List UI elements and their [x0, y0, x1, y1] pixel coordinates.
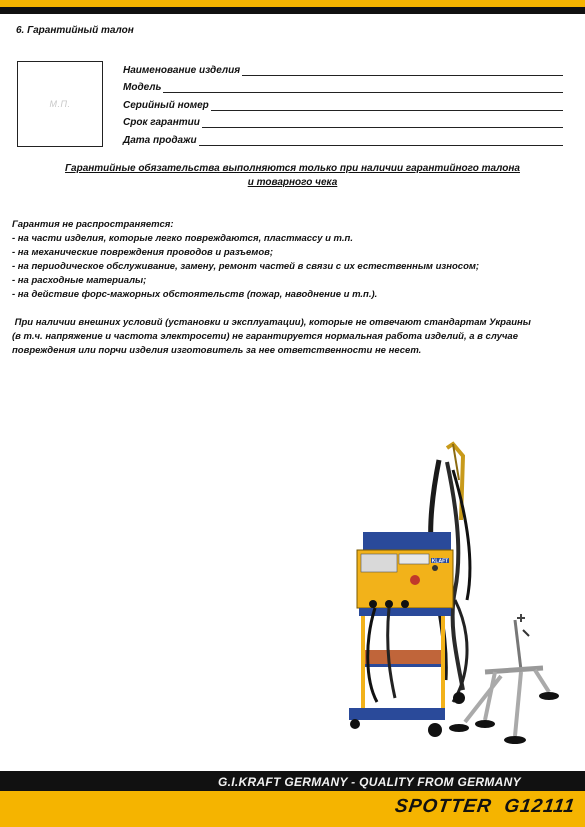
exclusion-item: - на действие форс-мажорных обстоятельств (пожар, наводнение и т.п.).: [12, 289, 378, 300]
section-title: 6. Гарантийный талон: [16, 25, 134, 36]
brand-label: KLAFT: [431, 558, 449, 565]
form-label: Модель: [123, 82, 162, 93]
warranty-term-field[interactable]: [202, 117, 563, 128]
stamp-box: [17, 61, 103, 147]
exclusion-item: - на части изделия, которые легко повреждаются, пластмассу и т.п.: [12, 233, 353, 244]
form-row-warranty-term: [123, 111, 563, 129]
header-yellow-stripe: [0, 0, 585, 7]
exclusions-block: [12, 218, 572, 302]
footer-black-bar: [0, 771, 585, 791]
form-label: Срок гарантии: [123, 117, 200, 128]
form-row-model: [123, 76, 563, 94]
serial-number-field[interactable]: [211, 100, 563, 111]
warranty-note-line1: Гарантийные обязательства выполняются только при наличии гарантийного талона: [65, 163, 520, 174]
header-black-stripe: [0, 7, 585, 14]
disclaimer-line: (в т.ч. напряжение и частота электросети) не гарантируется нормальная работа изделий, а в случае: [12, 331, 518, 342]
disclaimer-line: повреждения или порчи изделия изготовитель за нее ответственности не несет.: [12, 345, 422, 356]
exclusion-item: - на расходные материалы;: [12, 275, 147, 286]
form-label: Дата продажи: [123, 134, 197, 146]
exclusions-title: Гарантия не распространяется:: [12, 219, 174, 230]
warranty-note: [40, 162, 545, 190]
product-name-field[interactable]: [242, 65, 563, 76]
spotter-welder-image: [335, 440, 565, 760]
exclusion-item: - на периодическое обслуживание, замену, ремонт частей в связи с их естественным износом;: [12, 261, 480, 272]
footer-model-name: SPOTTER G12111: [393, 796, 577, 817]
form-row-serial: [123, 93, 563, 111]
sale-date-field[interactable]: [199, 135, 563, 146]
form-row-product-name: [123, 58, 563, 76]
stamp-label: М.П.: [49, 99, 71, 109]
disclaimer-line: При наличии внешних условий (установки и эксплуатации), которые не отвечают стандартам Украины: [12, 317, 531, 328]
model-field[interactable]: [163, 82, 563, 93]
footer-tagline: G.I.KRAFT GERMANY - QUALITY FROM GERMANY: [218, 775, 521, 789]
disclaimer-paragraph: [12, 316, 572, 358]
warranty-note-line2: и товарного чека: [247, 177, 338, 188]
form-row-sale-date: [123, 128, 563, 146]
footer-yellow-bar: [0, 791, 585, 827]
exclusion-item: - на механические повреждения проводов и разъемов;: [12, 247, 274, 258]
form-label: Наименование изделия: [123, 64, 241, 76]
form-label: Серийный номер: [123, 99, 209, 111]
warranty-form: [123, 58, 563, 146]
